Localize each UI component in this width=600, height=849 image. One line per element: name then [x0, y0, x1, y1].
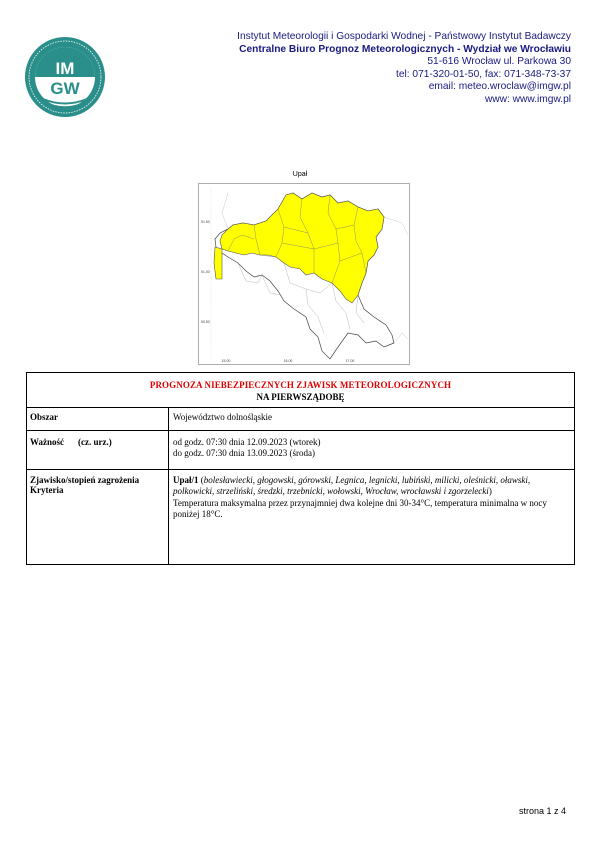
warning-table — [26, 372, 575, 565]
validity-label-cell — [27, 431, 169, 469]
table-row-phenomenon — [27, 469, 574, 564]
validity-label: Ważność — [30, 437, 65, 447]
validity-value — [169, 431, 574, 469]
header-email: email: meteo.wroclaw@imgw.pl — [428, 81, 571, 93]
warning-map — [198, 183, 410, 365]
area-value: Województwo dolnośląskie — [173, 412, 273, 422]
map-tick-x-1: 15.00 — [221, 359, 231, 363]
map-tick-y-3: 50.50 — [201, 320, 210, 324]
header-address: 51-616 Wrocław ul. Parkowa 30 — [427, 56, 571, 68]
table-row-validity — [27, 430, 574, 469]
warning-title-line2: NA PIERWSZĄDOBĘ — [256, 392, 345, 402]
map-tick-y-1: 51.50 — [201, 220, 210, 224]
header-www: www: www.imgw.pl — [484, 93, 571, 105]
criteria-text: Temperatura maksymalna przez przynajmniej dwa kolejne dni 30-34°C, temperatura minimalna w nocy poniżej 18°C. — [173, 497, 547, 519]
warning-title — [27, 373, 574, 407]
validity-from: od godz. 07:30 dnia 12.09.2023 (wtorek) — [173, 437, 321, 447]
table-row-area — [27, 407, 574, 430]
phenomenon-label-cell — [27, 470, 169, 564]
map-tick-x-2: 16.00 — [283, 359, 293, 363]
area-label: Obszar — [27, 408, 169, 430]
page-number: strona 1 z 4 — [518, 806, 566, 816]
phenomenon-value: Upał/1 (bolesławiecki, głogowski, górowski, Legnica, legnicki, lubiński, milicki, oleśnicki, oławski, polkowicki, strzeliński, średzki, trzebnicki, wołowski, Wrocław, wrocławski i zgorzelecki) Temperatura maksymalna przez przynajmniej dwa kolejne dni 30-34°C, temperatura minimalna w nocy poniżej 18°C. — [169, 470, 574, 564]
phenomenon-level: Upał/1 — [173, 475, 199, 485]
map-tick-y-2: 51.00 — [201, 270, 210, 274]
affected-counties: bolesławiecki, głogowski, górowski, Legnica, legnicki, lubiński, milicki, oleśnicki, oławski, polkowicki, strzeliński, średzki, trzebnicki, wołowski, Wrocław, wrocławski i zgorzelecki — [173, 475, 531, 497]
validity-unit: (cz. urz.) — [78, 437, 112, 447]
institute-header — [237, 31, 571, 107]
criteria-label: Kryteria — [30, 485, 64, 495]
map-title: Upał — [292, 171, 308, 178]
logo-text-bottom: GW — [50, 79, 80, 98]
validity-to: do godz. 07:30 dnia 13.09.2023 (środa) — [173, 448, 315, 459]
map-tick-x-3: 17.00 — [345, 359, 355, 363]
header-office: Centralne Biuro Prognoz Meteorologicznych - Wydział we Wrocławiu — [239, 43, 571, 55]
phenomenon-label: Zjawisko/stopień zagrożenia — [30, 475, 140, 485]
warning-title-line1: PROGNOZA NIEBEZPIECZNYCH ZJAWISK METEOROLOGICZNYCH — [149, 380, 452, 390]
header-phone: tel: 071-320-01-50, fax: 071-348-73-37 — [395, 68, 571, 80]
logo-text-top: IM — [55, 59, 75, 78]
header-institute: Instytut Meteorologii i Gospodarki Wodnej - Państwowy Instytut Badawczy — [237, 31, 571, 42]
imgw-logo — [24, 36, 106, 118]
